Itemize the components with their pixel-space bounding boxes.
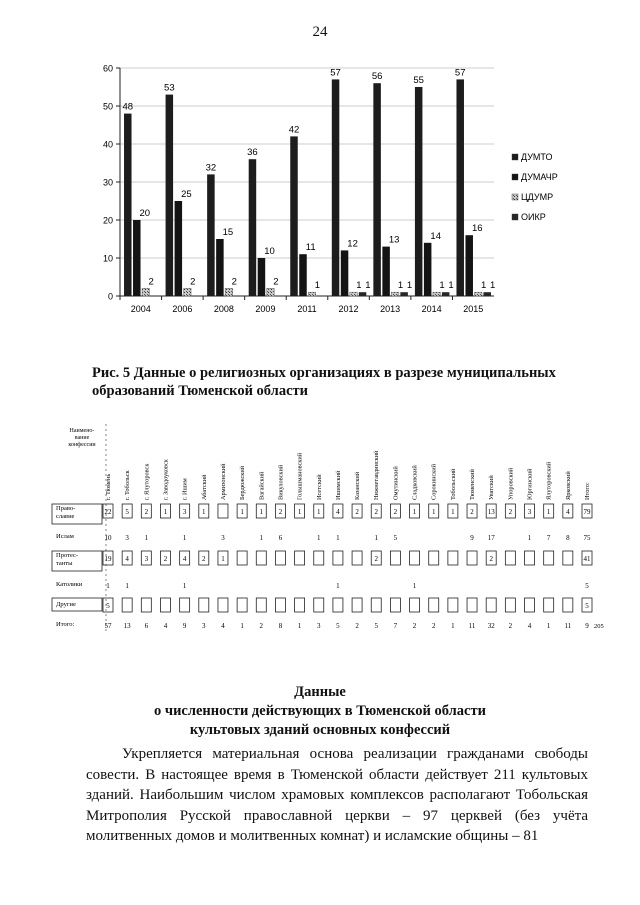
y-tick-label: 30 [102, 177, 113, 188]
table-column-header: Ялуторовский [545, 461, 553, 500]
table-cell: 3 [182, 508, 187, 516]
y-tick-label: 0 [107, 291, 113, 302]
table-cell: 2 [355, 622, 359, 630]
data-label: 14 [430, 230, 441, 242]
table-cell: 1 [546, 508, 551, 516]
table-column-header: Вагайский [258, 471, 266, 500]
table-cell: 79 [583, 508, 591, 516]
table-cell-box [410, 598, 420, 612]
bar-ДУМАЧР [133, 220, 141, 296]
table-cell: 4 [336, 508, 340, 516]
table-cell: 8 [566, 534, 570, 542]
table-cell: 3 [221, 534, 225, 542]
table-cell: 1 [182, 582, 187, 590]
bar-ДУМТО [290, 136, 298, 296]
table-cell: 1 [546, 622, 551, 630]
table-column-header: г. Заводоуковск [162, 459, 170, 500]
table-corner-header: конфессии [68, 442, 96, 448]
confessions-table [50, 420, 604, 638]
table-cell: 75 [583, 534, 591, 542]
table-cell-box [448, 551, 458, 565]
table-cell: 1 [259, 508, 264, 516]
data-label: 1 [480, 280, 487, 292]
x-tick-label: 2008 [213, 304, 234, 314]
bar-ОИКР [359, 292, 367, 296]
table-cell: 8 [278, 622, 283, 630]
table-cell-box [333, 551, 343, 565]
table-cell: 4 [163, 622, 168, 630]
bar-ДУМАЧР [299, 254, 307, 296]
table-cell-box [448, 598, 458, 612]
table-cell-box [486, 598, 496, 612]
table-cell: 2 [470, 508, 474, 516]
table-cell: 11 [468, 622, 476, 630]
table-column-header: г. Тюмень [105, 473, 112, 500]
bar-chart [88, 58, 558, 324]
row-label: Итого: [56, 621, 75, 628]
table-cell-box [410, 551, 420, 565]
table-cell: 4 [527, 622, 532, 630]
data-label: 57 [330, 67, 341, 79]
data-label: 55 [413, 75, 424, 86]
table-column-header: Нижнетавдинский [373, 450, 381, 500]
data-label: 2 [273, 276, 279, 288]
caption-line-2: образований Тюменской области [92, 383, 308, 399]
table-cell-box [505, 598, 515, 612]
table-cell-box [314, 551, 324, 565]
data-label: 42 [288, 124, 300, 136]
table-cell: 7 [393, 622, 398, 630]
bar-ОИКР [400, 292, 408, 296]
table-cell: 1 [451, 508, 455, 516]
table-cell-box [333, 598, 343, 612]
table-cell: 1 [431, 508, 436, 516]
bar-ЦДУМР [267, 288, 275, 296]
bar-ДУМТО [207, 174, 215, 296]
data-label: 36 [247, 147, 258, 159]
table-cell: 1 [144, 534, 149, 542]
row-label: славие [56, 513, 75, 520]
bar-ДУМТО [456, 79, 464, 296]
bar-ЦДУМР [225, 288, 233, 296]
row-label: Протес- [56, 552, 79, 559]
table-cell: 2 [355, 508, 359, 516]
row-label: Католики [56, 581, 83, 588]
table-cell: 1 [451, 622, 455, 630]
table-column-header: Омутинский [392, 466, 400, 500]
table-cell-box [199, 598, 209, 612]
x-tick-label: 2012 [338, 304, 359, 314]
table-cell: 2 [489, 555, 493, 563]
table-cell-box [295, 551, 305, 565]
table-cell-box [390, 598, 400, 612]
table-cell: 3 [144, 555, 149, 563]
table-column-header: Упоровский [507, 467, 515, 500]
table-cell: 2 [259, 622, 264, 630]
bar-ДУМТО [373, 83, 381, 296]
table-cell: 205 [594, 623, 604, 630]
page-number: 24 [312, 24, 328, 40]
table-cell: 2 [393, 508, 398, 516]
data-label: 56 [371, 71, 383, 83]
table-cell-box [295, 598, 305, 612]
table-column-header: Казанский [354, 471, 362, 500]
table-column-header: Уватский [488, 475, 496, 500]
y-tick-label: 10 [102, 253, 113, 264]
table-cell: 4 [125, 555, 129, 563]
table-column-header: Ярковский [564, 471, 572, 500]
table-cell: 22 [104, 508, 112, 516]
bar-ЦДУМР [350, 292, 358, 296]
table-cell: 2 [278, 508, 283, 516]
table-cell: 5 [125, 508, 129, 516]
data-label: 1 [489, 280, 496, 292]
table-cell: 1 [106, 582, 110, 590]
table-column-header: Абатский [200, 474, 208, 500]
data-label: 13 [388, 234, 400, 246]
table-cell: 4 [182, 555, 187, 563]
bar-ЦДУМР [184, 288, 192, 296]
legend-label: ОИКР [521, 212, 546, 222]
data-label: 1 [448, 280, 454, 292]
bar-ЦДУМР [308, 292, 316, 296]
table-cell-box [352, 598, 362, 612]
table-cell: 2 [202, 555, 206, 563]
y-tick-label: 60 [102, 63, 113, 74]
table-cell: 5 [585, 582, 589, 590]
table-cell: 1 [297, 622, 302, 630]
table-cell-box [429, 598, 439, 612]
data-label: 1 [439, 280, 445, 292]
table-column-header: г. Ишим [181, 478, 189, 500]
table-cell: 2 [163, 555, 168, 563]
table-cell: 5 [374, 622, 378, 630]
table-cell: 5 [336, 622, 340, 630]
bar-ДУМАЧР [216, 239, 224, 296]
heading-line-3: культовых зданий основных конфессий [189, 722, 451, 738]
table-cell: 1 [412, 508, 417, 516]
table-cell: 6 [278, 534, 283, 542]
table-cell: 1 [374, 534, 378, 542]
data-label: 16 [471, 223, 483, 235]
table-cell-box [180, 598, 190, 612]
table-column-header: г. Ялуторовск [143, 463, 151, 500]
table-cell: 1 [240, 508, 244, 516]
bar-ДУМАЧР [175, 201, 183, 296]
table-cell: 1 [240, 622, 244, 630]
bar-ДУМТО [249, 159, 257, 296]
data-label: 1 [397, 280, 404, 292]
table-cell-box [237, 551, 247, 565]
table-cell: 4 [221, 622, 225, 630]
table-cell-box [390, 551, 400, 565]
table-cell-box [525, 598, 535, 612]
table-cell: 1 [202, 508, 206, 516]
table-cell-box [563, 598, 573, 612]
bar-ДУМАЧР [382, 247, 390, 296]
data-label: 12 [347, 238, 358, 250]
table-cell-box [275, 598, 285, 612]
table-cell: 1 [125, 582, 129, 590]
data-label: 1 [406, 280, 413, 292]
bar-ДУМАЧР [465, 235, 473, 296]
x-tick-label: 2011 [297, 304, 317, 314]
bar-ДУМАЧР [424, 243, 432, 296]
table-cell-box [256, 598, 266, 612]
table-cell: 4 [566, 508, 570, 516]
table-cell: 1 [259, 534, 264, 542]
legend-swatch [512, 214, 518, 220]
table-corner-header: Наимено- [69, 428, 95, 434]
table-column-header: Сладковский [411, 465, 419, 500]
table-cell: 1 [182, 534, 187, 542]
table-cell: 17 [487, 534, 495, 542]
bar-ЦДУМР [142, 288, 150, 296]
data-label: 25 [181, 189, 192, 200]
legend-swatch [512, 194, 518, 200]
bar-ЦДУМР [433, 292, 441, 296]
chart-legend [512, 152, 558, 222]
figure-caption [92, 364, 592, 400]
data-label: 20 [139, 208, 151, 219]
y-tick-label: 50 [102, 101, 113, 112]
data-label: 57 [454, 67, 466, 79]
bar-ЦДУМР [391, 292, 399, 296]
x-tick-label: 2015 [463, 304, 484, 314]
table-cell-box [544, 598, 554, 612]
table-cell-box [256, 551, 266, 565]
data-label: 10 [264, 246, 275, 257]
table-cell: 2 [412, 622, 417, 630]
x-tick-label: 2014 [421, 304, 442, 314]
table-cell-box [505, 551, 515, 565]
table-column-header: Юргинский [526, 468, 534, 500]
x-tick-label: 2006 [172, 304, 193, 314]
data-label: 1 [356, 280, 362, 292]
body-paragraph: Укрепляется материальная основа реализации гражданами свободы совести. В настоящее время в Тюменской области действует 211 культовых зданий. Наибольшим числом храмовых комплексов располагают Тобольская Митрополия Русской православной церкви – 97 церквей (без учёта молитвенных домов и молитвенных комнат) и исламские общины – 81 [86, 746, 588, 844]
row-label: Право- [56, 505, 76, 512]
table-cell: 3 [527, 508, 532, 516]
table-cell: 1 [317, 508, 321, 516]
table-cell-box [275, 551, 285, 565]
x-tick-label: 2013 [380, 304, 401, 314]
table-column-header: Голышмановский [296, 452, 304, 500]
table-cell: 5 [106, 602, 110, 610]
table-column-header: Тобольский [449, 468, 457, 500]
table-column-header: Тюменский [469, 469, 477, 500]
table-cell-box [122, 598, 132, 612]
table-cell-box [160, 598, 170, 612]
table-cell: 57 [104, 622, 112, 630]
table-cell: 11 [564, 622, 572, 630]
x-tick-label: 2004 [130, 304, 151, 314]
data-label: 53 [164, 82, 175, 94]
data-label: 2 [148, 276, 154, 288]
table-cell-box [563, 551, 573, 565]
table-cell: 2 [508, 622, 513, 630]
data-label: 1 [314, 280, 321, 292]
table-column-header: Ишимский [334, 470, 342, 500]
table-cell: 1 [163, 508, 168, 516]
data-label: 48 [122, 101, 134, 113]
table-column-header: Исетский [315, 474, 323, 500]
table-cell-box [429, 551, 439, 565]
table-cell-box [141, 598, 151, 612]
legend-swatch [512, 154, 518, 160]
table-cell: 2 [144, 508, 149, 516]
table-cell: 13 [123, 622, 131, 630]
table-column-header: Бердюжский [239, 465, 247, 500]
bar-ДУМАЧР [258, 258, 266, 296]
table-cell: 2 [508, 508, 513, 516]
table-cell: 2 [374, 555, 378, 563]
table-cell: 1 [317, 534, 321, 542]
legend-label: ДУМАЧР [521, 172, 558, 182]
table-cell: 32 [487, 622, 495, 630]
data-label: 32 [205, 162, 217, 174]
table-cell: 5 [393, 534, 398, 542]
table-cell-box [352, 551, 362, 565]
table-corner-header: вание [74, 435, 90, 441]
table-cell: 1 [297, 508, 302, 516]
table-cell: 41 [583, 555, 591, 563]
bar-ЦДУМР [474, 292, 482, 296]
table-cell: 9 [182, 622, 187, 630]
data-label: 2 [190, 276, 196, 288]
legend-label: ЦДУМР [521, 192, 554, 202]
bar-ОИКР [483, 292, 491, 296]
x-tick-label: 2009 [255, 304, 276, 314]
table-cell-box [237, 598, 247, 612]
table-cell: 1 [336, 582, 340, 590]
bar-ОИКР [442, 292, 450, 296]
table-column-header: Сорокинский [430, 463, 438, 500]
table-cell-box [314, 598, 324, 612]
table-cell: 2 [431, 622, 436, 630]
table-cell: 9 [585, 622, 589, 630]
table-cell-box [525, 551, 535, 565]
legend-label: ДУМТО [521, 152, 553, 162]
data-label: 11 [305, 242, 316, 254]
y-tick-label: 40 [102, 139, 113, 150]
table-cell-box [218, 598, 228, 612]
bar-ДУМАЧР [341, 250, 349, 296]
table-column-header: Армизонский [219, 463, 227, 500]
heading-line-1: Данные [294, 684, 346, 700]
table-cell: 7 [546, 534, 551, 542]
row-label: танты [56, 560, 73, 567]
data-label: 1 [365, 280, 371, 292]
section-heading [0, 683, 640, 740]
table-cell-box [218, 504, 228, 518]
bar-ДУМТО [166, 95, 174, 296]
bar-ДУМТО [332, 79, 340, 296]
table-cell: 1 [336, 534, 340, 542]
table-cell: 9 [470, 534, 474, 542]
y-tick-label: 20 [102, 215, 113, 226]
table-cell: 3 [317, 622, 321, 630]
table-cell: 3 [125, 534, 129, 542]
table-cell: 13 [487, 508, 495, 516]
table-cell: 2 [374, 508, 378, 516]
row-label: Ислам [56, 533, 74, 540]
data-label: 15 [222, 227, 234, 238]
caption-line-1: Рис. 5 Данные о религиозных организациях в разрезе муниципальных [92, 365, 556, 381]
table-column-header: Викуловский [277, 464, 285, 500]
table-cell: 10 [104, 534, 112, 542]
bar-ДУМТО [415, 87, 423, 296]
table-cell-box [544, 551, 554, 565]
table-column-header: Итого: [584, 482, 591, 500]
table-cell-box [467, 551, 477, 565]
data-label: 2 [231, 276, 237, 288]
table-cell-box [371, 598, 381, 612]
table-cell: 5 [585, 602, 589, 610]
row-label: Другие [56, 601, 76, 608]
table-cell: 1 [527, 534, 532, 542]
table-column-header: г. Тобольск [124, 470, 132, 500]
table-cell: 1 [221, 555, 225, 563]
bar-ДУМТО [124, 114, 131, 296]
legend-swatch [512, 174, 518, 180]
heading-line-2: о численности действующих в Тюменской области [154, 703, 486, 719]
table-cell: 3 [202, 622, 206, 630]
table-cell-box [467, 598, 477, 612]
table-cell: 1 [412, 582, 417, 590]
table-cell: 19 [104, 555, 112, 563]
table-cell: 6 [144, 622, 149, 630]
